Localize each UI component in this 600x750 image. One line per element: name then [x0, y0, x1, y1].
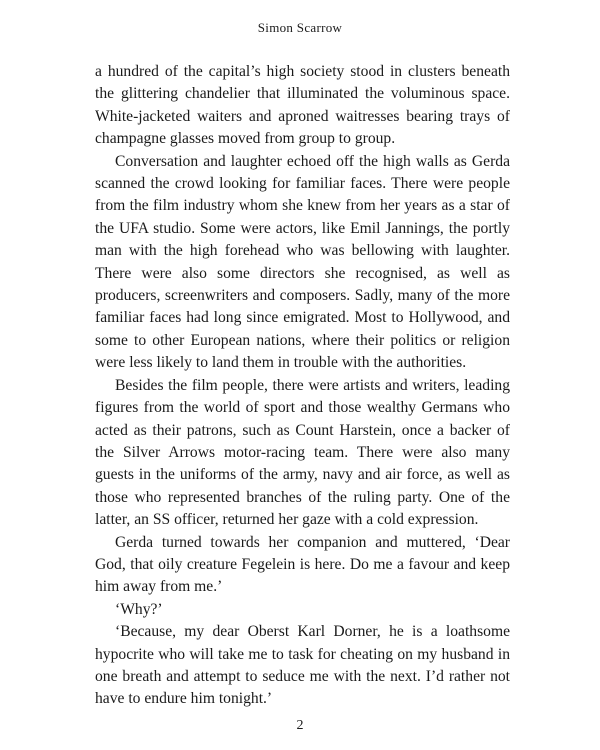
running-head: Simon Scarrow	[257, 20, 343, 35]
paragraph: Conversation and laughter echoed off the high walls as Gerda scanned the crowd looking for familiar faces. There were people from the film industry whom she knew from her years as a star of the UFA studio. Some were actors, like Emil Jannings, the portly man with the high forehead who was bellowing with laughter. There were also some directors she recognised, as well as producers, screenwriters and composers. Sadly, many of the more familiar faces had long since emigrated. Most to Hollywood, and some to other European nations, where their politics or religion were less likely to land them in trouble with the authorities.	[95, 152, 510, 372]
paragraph: ‘Why?’	[115, 600, 163, 618]
paragraph-continued: a hundred of the capital’s high society stood in clusters beneath the glittering chandelier that illuminated the voluminous space. White-jacketed waiters and aproned waitresses bearing trays of champagne glasses moved from group to group.	[95, 63, 510, 148]
paragraph: Gerda turned towards her companion and muttered, ‘Dear God, that oily creature Fegelein is here. Do me a favour and keep him away from me.’	[95, 533, 510, 596]
paragraph: Besides the film people, there were artists and writers, leading figures from the world of sport and those wealthy Germans who acted as their patrons, such as Count Harstein, once a backer of the Silver Arrows motor-racing team. There were also many guests in the uniforms of the army, navy and air force, as well as those who represented branches of the ruling party. One of the latter, an SS officer, returned her gaze with a cold expression.	[95, 376, 510, 529]
body-text	[95, 61, 510, 711]
paragraph: ‘Because, my dear Oberst Karl Dorner, he is a loathsome hypocrite who will take me to task for cheating on my husband in one breath and attempt to seduce me with the next. I’d rather not have to endure him tonight.’	[95, 623, 510, 708]
page-number: 2	[296, 718, 304, 733]
